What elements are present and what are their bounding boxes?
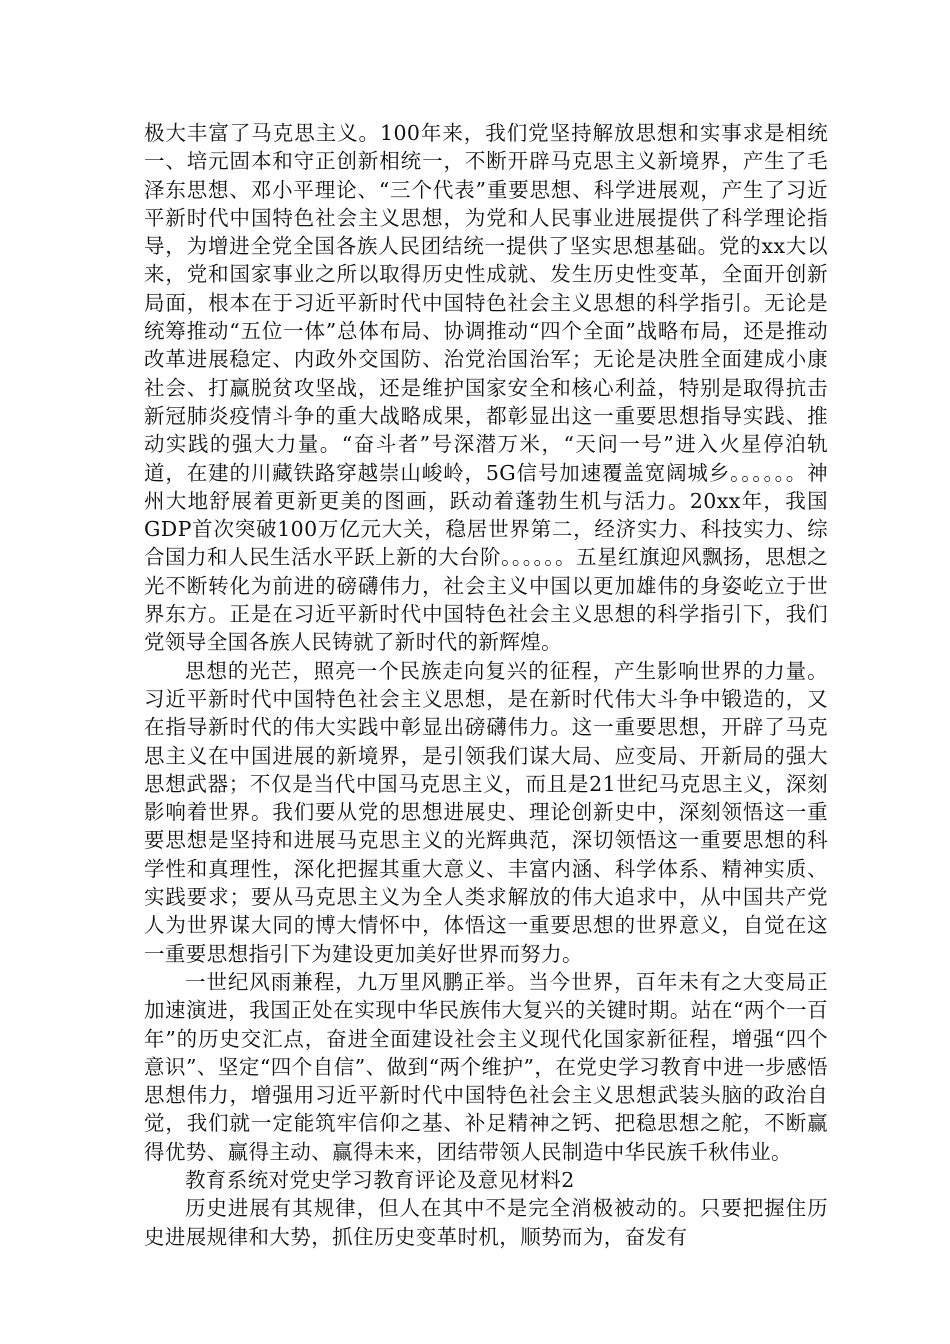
section-heading: 教育系统对党史学习教育评论及意见材料2 [185,1167,575,1192]
body-paragraph-4: 历史进展有其规律，但人在其中不是完全消极被动的。只要把握住历史进展规律和大势，抓住历史变革时机，顺势而为，奋发有 [144,1196,828,1249]
body-paragraph-3: 一世纪风雨兼程，九万里风鹏正举。当今世界，百年未有之大变局正加速演进，我国正处在实现中华民族伟大复兴的关键时期。站在“两个一百年”的历史交汇点，奋进全面建设社会主义现代化国家新征程，增强“四个意识”、坚定“四个自信”、做到“两个维护”，在党史学习教育中进一步感悟思想伟力，增强用习近平新时代中国特色社会主义思想武装头脑的政治自觉，我们就一定能筑牢信仰之基、补足精神之钙、把稳思想之舵，不断赢得优势、赢得主动、赢得未来，团结带领人民制造中华民族千秋伟业。 [144,969,828,1164]
body-paragraph-1: 极大丰富了马克思主义。100年来，我们党坚持解放思想和实事求是相统一、培元固本和守正创新相统一，不断开辟马克思主义新境界，产生了毛泽东思想、邓小平理论、“三个代表”重要思想、科学进展观，产生了习近平新时代中国特色社会主义思想，为党和人民事业进展提供了科学理论指导，为增进全党全国各族人民团结统一提供了坚实思想基础。党的xx大以来，党和国家事业之所以取得历史性成就、发生历史性变革，全面开创新局面，根本在于习近平新时代中国特色社会主义思想的科学指引。无论是统筹推动“五位一体”总体布局、协调推动“四个全面”战略布局，还是推动改革进展稳定、内政外交国防、治党治国治军；无论是决胜全面建成小康社会、打赢脱贫攻坚战，还是维护国家安全和核心利益，特别是取得抗击新冠肺炎疫情斗争的重大战略成果，都彰显出这一重要思想指导实践、推动实践的强大力量。“奋斗者”号深潜万米，“天问一号”进入火星停泊轨道，在建的川藏铁路穿越崇山峻岭，5G信号加速覆盖宽阔城乡。。。。。。神州大地舒展着更新更美的图画，跃动着蓬勃生机与活力。20xx年，我国GDP首次突破100万亿元大关，稳居世界第二，经济实力、科技实力、综合国力和人民生活水平跃上新的大台阶。。。。。。五星红旗迎风飘扬，思想之光不断转化为前进的磅礴伟力，社会主义中国以更加雄伟的身姿屹立于世界东方。正是在习近平新时代中国特色社会主义思想的科学指引下，我们党领导全国各族人民铸就了新时代的新辉煌。 [144,121,828,655]
body-paragraph-2: 思想的光芒，照亮一个民族走向复兴的征程，产生影响世界的力量。习近平新时代中国特色社会主义思想，是在新时代伟大斗争中锻造的，又在指导新时代的伟大实践中彰显出磅礴伟力。这一重要思想，开辟了马克思主义在中国进展的新境界，是引领我们谋大局、应变局、开新局的强大思想武器；不仅是当代中国马克思主义，而且是21世纪马克思主义，深刻影响着世界。我们要从党的思想进展史、理论创新史中，深刻领悟这一重要思想是坚持和进展马克思主义的光辉典范，深切领悟这一重要思想的科学性和真理性，深化把握其重大意义、丰富内涵、科学体系、精神实质、实践要求；要从马克思主义为全人类求解放的伟大追求中，从中国共产党人为世界谋大同的博大情怀中，体悟这一重要思想的世界意义，自觉在这一重要思想指引下为建设更加美好世界而努力。 [144,658,828,966]
document-body [144,119,828,1251]
